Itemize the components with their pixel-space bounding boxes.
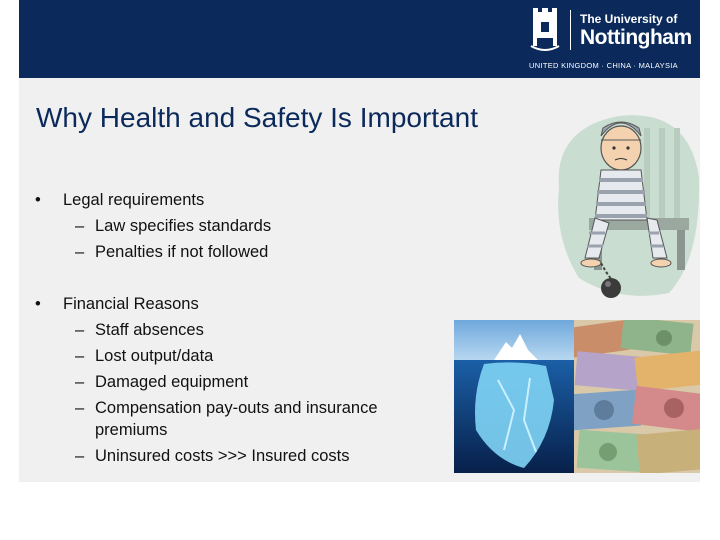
sub-bullet-label: Staff absences [95,321,204,339]
logo-line-3: UNITED KINGDOM · CHINA · MALAYSIA [529,61,678,70]
sub-bullet-label: Law specifies standards [95,217,272,235]
sub-bullet-label: Damaged equipment [95,373,249,391]
sub-bullet-label: premiums [95,421,168,439]
sub-bullet-label: Penalties if not followed [95,243,269,261]
university-logo [529,6,699,72]
logo-divider [570,10,571,50]
sub-bullet-marker: – [75,399,85,417]
bullet-item-financial [35,295,199,314]
sub-bullet-label: Compensation pay-outs and insurance [95,399,378,417]
sub-bullet-marker: – [75,321,85,339]
sub-bullet-label: Uninsured costs >>> Insured costs [95,447,350,465]
castle-crest-icon [529,8,561,52]
bullet-marker: • [35,191,41,209]
sub-bullet-marker: – [75,347,85,365]
sub-bullet-marker: – [75,243,85,261]
slide [19,0,700,482]
slide-title: Why Health and Safety Is Important [36,102,478,133]
bullet-label: Legal requirements [63,191,205,209]
sub-bullet-marker: – [75,447,85,465]
bullet-marker: • [35,295,41,313]
iceberg-icon [454,320,574,473]
prisoner-with-ball-and-chain-icon [549,108,701,303]
bullet-label: Financial Reasons [63,295,199,313]
logo-line-1: The University of [580,12,678,26]
sub-bullet-marker: – [75,217,85,235]
logo-line-2: Nottingham [580,26,692,49]
sub-bullet-marker: – [75,373,85,391]
banknotes-icon [574,320,700,473]
header-bar [19,0,700,78]
sub-bullet-label: Lost output/data [95,347,214,365]
bullet-item-legal [35,191,205,210]
